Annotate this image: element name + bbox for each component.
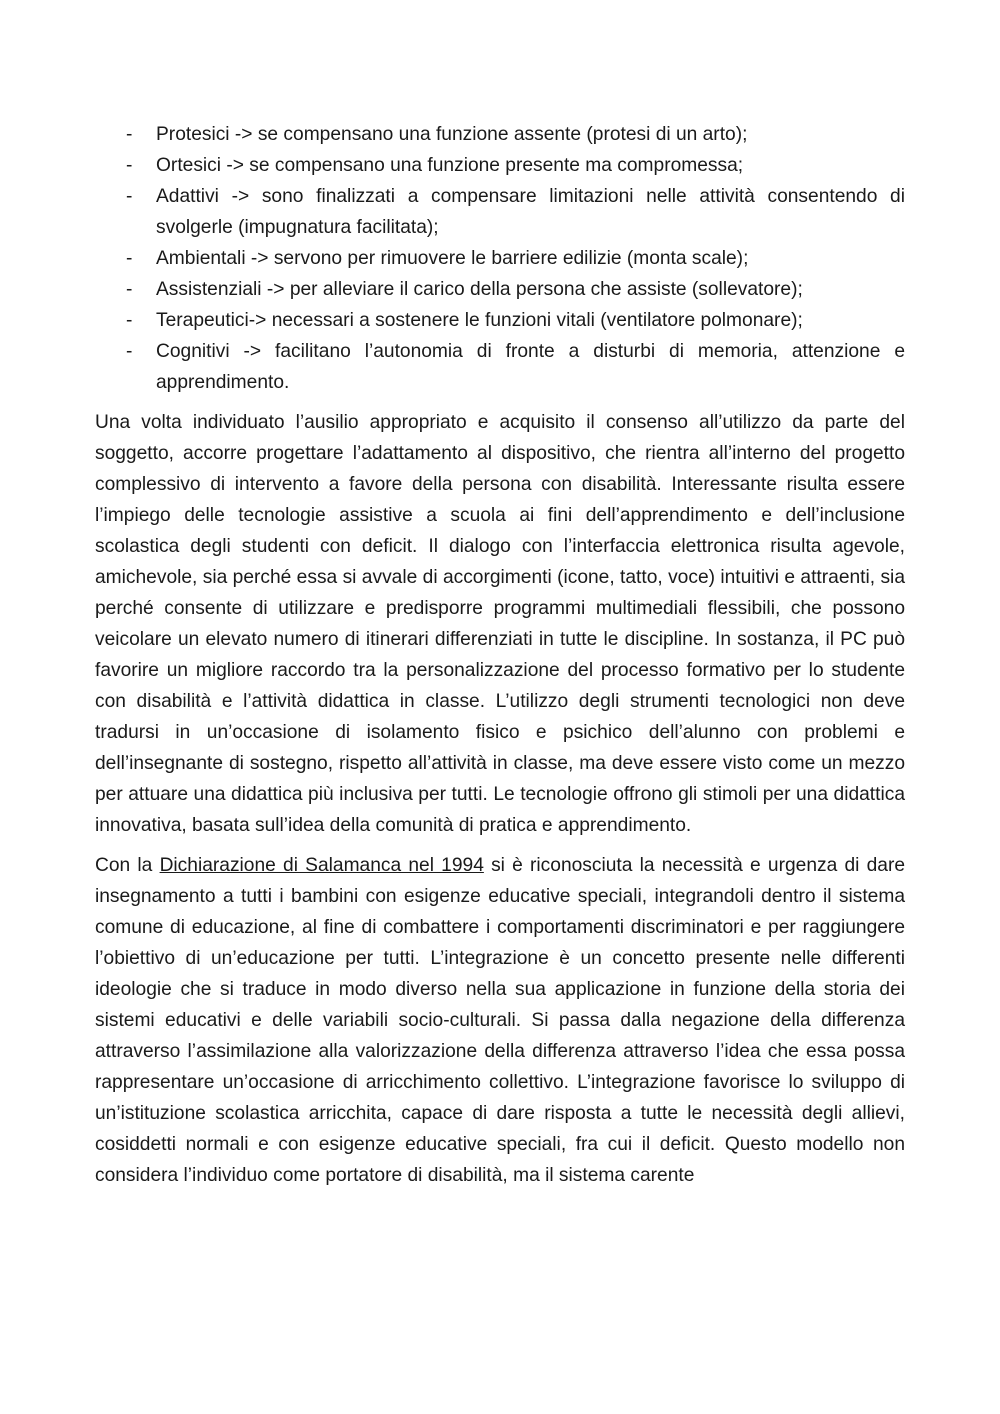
list-item	[95, 243, 905, 274]
paragraph-prefix: Con la	[95, 855, 160, 876]
list-item-text: Ambientali -> servono per rimuovere le barriere edilizie (monta scale);	[156, 248, 749, 269]
bullet-dash: -	[126, 155, 133, 176]
list-item	[95, 305, 905, 336]
list-item	[95, 119, 905, 150]
bullet-dash: -	[126, 310, 133, 331]
paragraph-body: si è riconosciuta la necessità e urgenza di dare insegnamento a tutti i bambini con esigenze educative speciali, integrandoli dentro il sistema comune di educazione, al fine di combattere i comportamenti discriminatori e per raggiungere l’obiettivo di un’educazione per tutti. L’integrazione è un concetto presente nelle differenti ideologie che si traduce in modo diverso nella sua applicazione in funzione della storia dei sistemi educativi e delle variabili socio-culturali. Si passa dalla negazione della differenza attraverso l’assimilazione alla valorizzazione della differenza attraverso l’idea che essa possa rappresentare un’occasione di arricchimento collettivo. L’integrazione favorisce lo sviluppo di un’istituzione scolastica arricchita, capace di dare risposta a tutte le necessità degli allievi, cosiddetti normali e con esigenze educative speciali, fra cui il deficit. Questo modello non considera l’individuo come portatore di disabilità, ma il sistema carente	[95, 855, 906, 1186]
list-item-text: Assistenziali -> per alleviare il carico della persona che assiste (sollevatore);	[156, 279, 803, 300]
list-item-text: Adattivi -> sono finalizzati a compensare limitazioni nelle attività consentendo di svolgerle (impugnatura facilitata);	[156, 186, 905, 238]
list-item	[95, 274, 905, 305]
document-page	[95, 119, 905, 1200]
list-item	[95, 336, 905, 398]
list-item-text: Protesici -> se compensano una funzione assente (protesi di un arto);	[156, 124, 748, 145]
list-item	[95, 181, 905, 243]
salamanca-link[interactable]: Dichiarazione di Salamanca nel 1994	[159, 855, 484, 876]
bullet-dash: -	[126, 279, 133, 300]
list-item-text: Ortesici -> se compensano una funzione presente ma compromessa;	[156, 155, 744, 176]
bullet-dash: -	[126, 341, 133, 362]
list-item-text: Cognitivi -> facilitano l’autonomia di fronte a disturbi di memoria, attenzione e apprendimento.	[156, 341, 905, 393]
bullet-dash: -	[126, 248, 133, 269]
assistive-device-list	[95, 119, 905, 398]
paragraph-salamanca	[95, 850, 905, 1191]
list-item-text: Terapeutici-> necessari a sostenere le funzioni vitali (ventilatore polmonare);	[156, 310, 803, 331]
paragraph-assistive-technologies: Una volta individuato l’ausilio appropriato e acquisito il consenso all’utilizzo da parte del soggetto, accorre progettare l’adattamento al dispositivo, che rientra all’interno del progetto complessivo di intervento a favore della persona con disabilità. Interessante risulta essere l’impiego delle tecnologie assistive a scuola ai fini dell’apprendimento e dell’inclusione scolastica degli studenti con deficit. Il dialogo con l’interfaccia elettronica risulta agevole, amichevole, sia perché essa si avvale di accorgimenti (icone, tatto, voce) intuitivi e attraenti, sia perché consente di utilizzare e predisporre programmi multimediali flessibili, che possono veicolare un elevato numero di itinerari differenziati in tutte le discipline. In sostanza, il PC può favorire un migliore raccordo tra la personalizzazione del processo formativo per lo studente con disabilità e l’attività didattica in classe. L’utilizzo degli strumenti tecnologici non deve tradursi in un’occasione di isolamento fisico e psichico dell’alunno con problemi e dell’insegnante di sostegno, rispetto all’attività in classe, ma deve essere visto come un mezzo per attuare una didattica più inclusiva per tutti. Le tecnologie offrono gli stimoli per una didattica innovativa, basata sull’idea della comunità di pratica e apprendimento.	[95, 412, 905, 836]
list-item	[95, 150, 905, 181]
bullet-dash: -	[126, 186, 133, 207]
bullet-dash: -	[126, 124, 133, 145]
